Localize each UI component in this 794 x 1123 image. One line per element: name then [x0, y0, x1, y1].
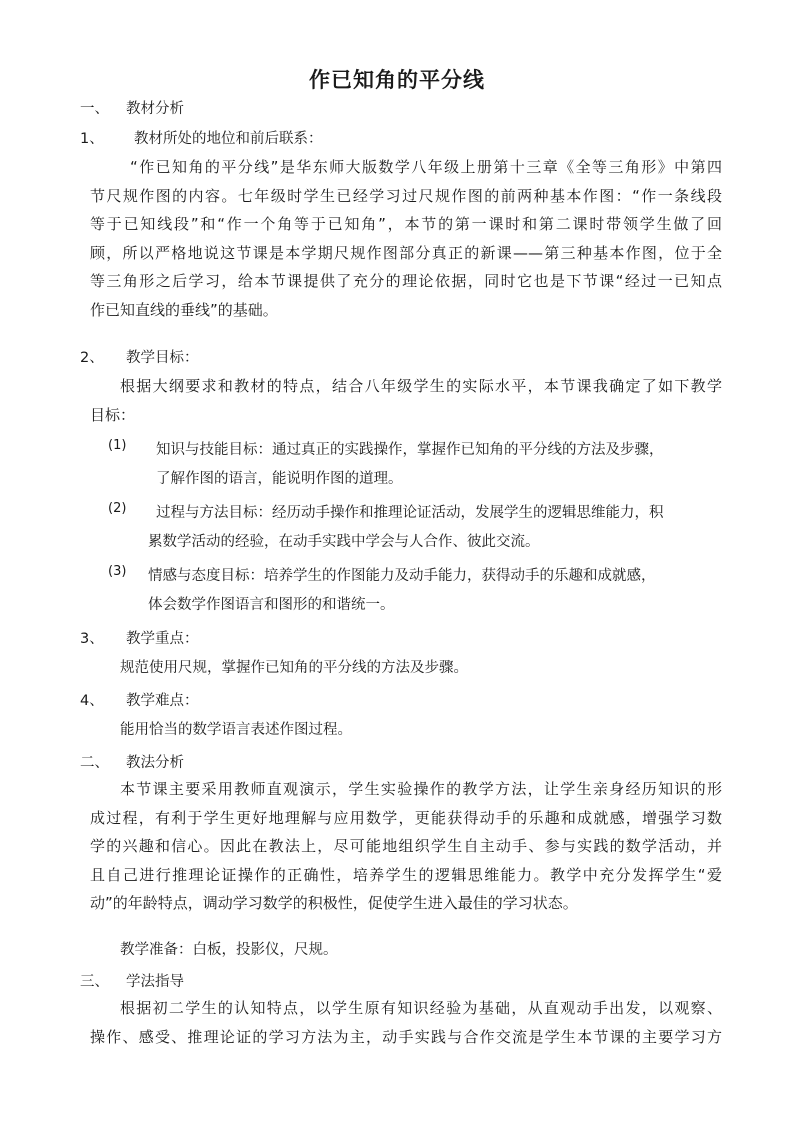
- text-line: 根据大纲要求和教材的特点，结合八年级学生的实际水平，本节课我确定了如下教学: [120, 377, 722, 395]
- goal-line: 知识与技能目标：通过真正的实践操作，掌握作已知角的平分线的方法及步骤，: [156, 442, 664, 458]
- text-line: 节尺规作图的内容。七年级时学生已经学习过尺规作图的前两种基本作图：“作一条线段: [90, 186, 722, 205]
- goal-line: 了解作图的语言，能说明作图的道理。: [156, 471, 403, 487]
- subsection-number: 4、: [80, 693, 104, 709]
- section-number: 二、: [80, 755, 109, 771]
- goal-line: 累数学活动的经验，在动手实践中学会与人合作、彼此交流。: [148, 534, 540, 550]
- text-line: “作已知角的平分线”是华东师大版数学八年级上册第十三章《全等三角形》中第四: [130, 158, 722, 176]
- goal-line: 情感与态度目标：培养学生的作图能力及动手能力，获得动手的乐趣和成就感，: [148, 568, 656, 584]
- subsection-number: 3、: [80, 631, 104, 647]
- text-line: 根据初二学生的认知特点，以学生原有知识经验为基础，从直观动手出发，以观察、: [120, 999, 722, 1017]
- paragraph-teaching-method: [90, 775, 722, 918]
- text-line: 学的兴趣和信心。因此在教法上，尽可能地组织学生自主动手、参与实践的数学活动，并: [90, 837, 722, 856]
- paragraph-teaching-goals-intro: [90, 372, 722, 429]
- paragraph-learning-guidance: [90, 994, 722, 1051]
- goal-number: (3): [108, 564, 127, 579]
- section-title: 教材分析: [126, 101, 184, 117]
- subsection-title: 教学难点：: [126, 693, 199, 709]
- subsection-title: 教材所处的地位和前后联系：: [134, 131, 323, 147]
- page-title: 作已知角的平分线: [309, 68, 485, 92]
- text-line: 等三角形之后学习，给本节课提供了充分的理论依据，同时它也是下节课“经过一已知点: [90, 272, 722, 291]
- section-number: 三、: [80, 974, 109, 990]
- text-line: 目标：: [90, 405, 136, 424]
- section-number: 一、: [80, 101, 109, 117]
- subsection-title: 教学重点：: [126, 631, 199, 647]
- section-title: 教法分析: [126, 755, 184, 771]
- text-line: 操作、感受、推理论证的学习方法为主，动手实践与合作交流是学生本节课的主要学习方: [90, 1027, 722, 1046]
- key-point-text: 规范使用尺规，掌握作已知角的平分线的方法及步骤。: [120, 660, 468, 676]
- text-line: 等于已知线段”和“作一个角等于已知角”，本节的第一课时和第二课时带领学生做了回: [90, 215, 722, 234]
- text-line: 本节课主要采用教师直观演示，学生实验操作的教学方法，让学生亲身经历知识的形: [120, 780, 722, 798]
- text-line: 顾，所以严格地说这节课是本学期尺规作图部分真正的新课——第三种基本作图，位于全: [90, 243, 722, 262]
- goal-line: 体会数学作图语言和图形的和谐统一。: [148, 597, 395, 613]
- text-line: 作已知直线的垂线”的基础。: [90, 300, 278, 319]
- paragraph-textbook-position: [90, 153, 722, 325]
- text-line: 成过程，有利于学生更好地理解与应用数学，更能获得动手的乐趣和成就感，增强学习数: [90, 808, 722, 827]
- section-title: 学法指导: [126, 974, 184, 990]
- goal-number: (1): [108, 438, 127, 453]
- text-line: 动”的年龄特点，调动学习数学的积极性，促使学生进入最佳的学习状态。: [90, 894, 578, 913]
- difficulty-text: 能用恰当的数学语言表述作图过程。: [120, 722, 352, 738]
- goal-number: (2): [108, 501, 127, 516]
- text-line: 且自己进行推理论证操作的正确性，培养学生的逻辑思维能力。教学中充分发挥学生“爱: [90, 865, 722, 884]
- goal-line: 过程与方法目标：经历动手操作和推理论证活动，发展学生的逻辑思维能力，积: [156, 505, 664, 521]
- subsection-number: 1、: [80, 131, 104, 147]
- subsection-number: 2、: [80, 350, 104, 366]
- teaching-preparation: 教学准备：白板，投影仪，尺规。: [120, 942, 338, 958]
- subsection-title: 教学目标：: [126, 350, 199, 366]
